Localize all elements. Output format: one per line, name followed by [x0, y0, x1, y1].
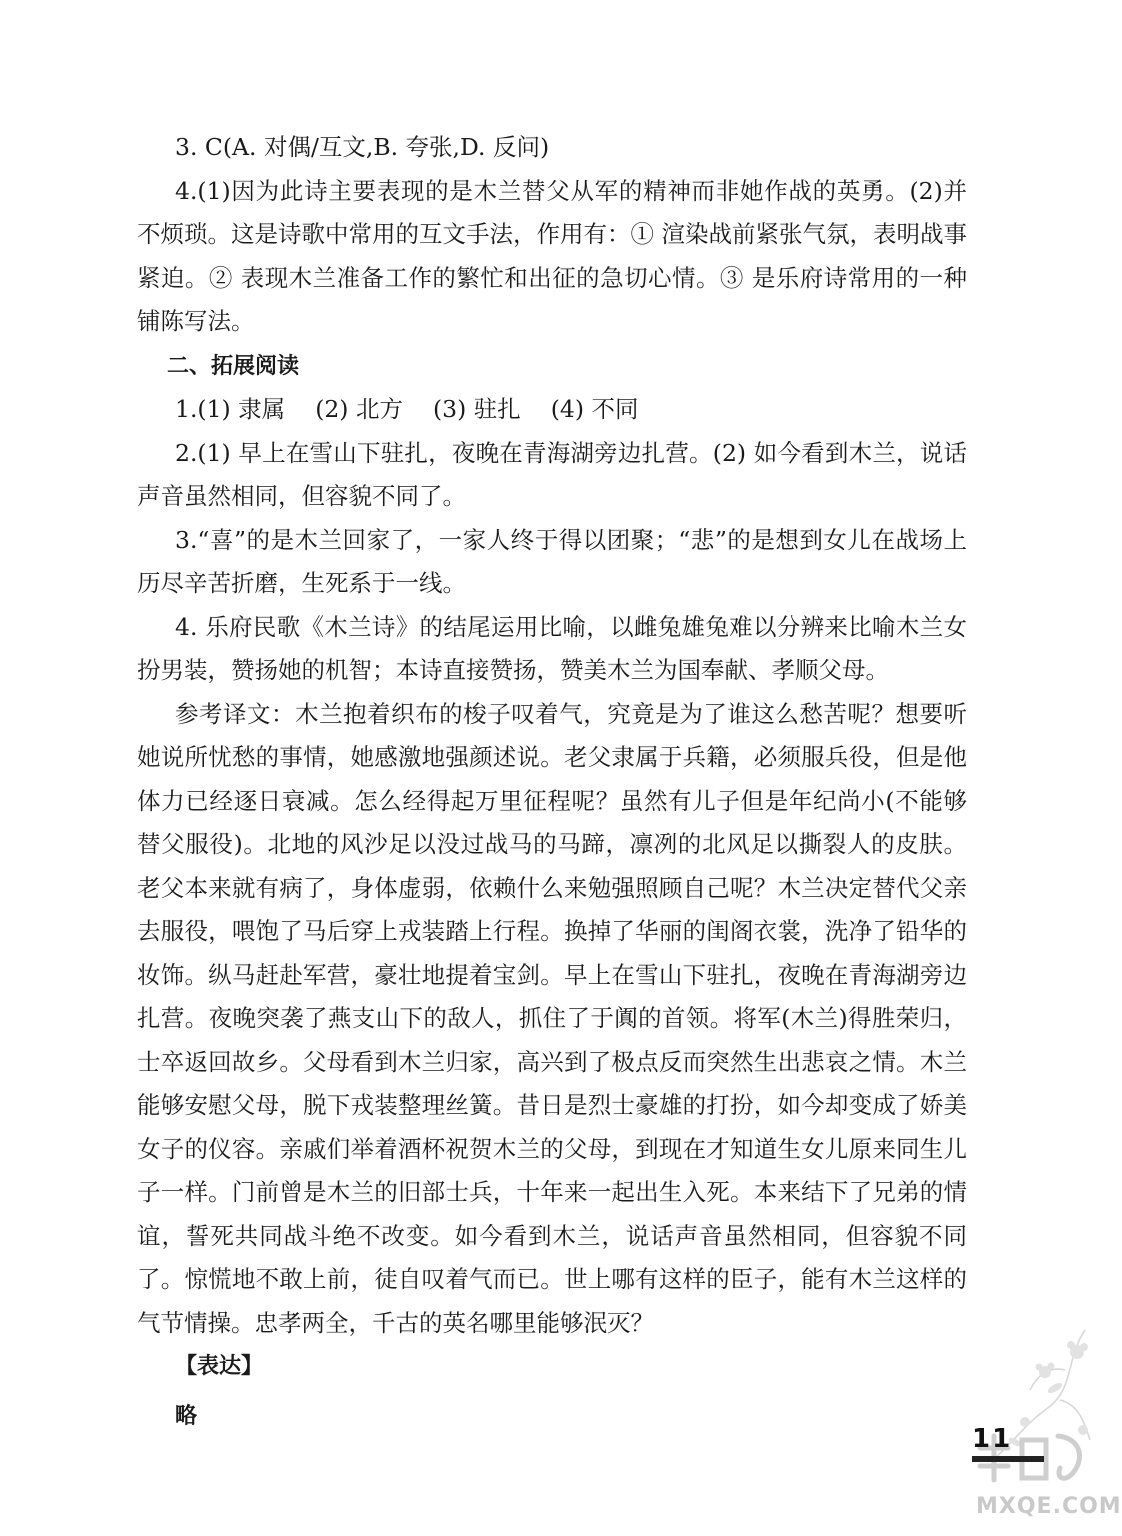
- express-answer: 略: [175, 1403, 198, 1429]
- extended-answer-1: [137, 388, 967, 432]
- item1-prefix: 1.: [175, 395, 198, 423]
- extended-answer-2: 2.(1) 早上在雪山下驻扎，夜晚在青海湖旁边扎营。(2) 如今看到木兰，说话声音虽然相同，但容貌不同了。: [137, 438, 967, 510]
- express-heading: 【表达】: [175, 1354, 264, 1379]
- answer-4: 4.(1)因为此诗主要表现的是木兰替父从军的精神而非她作战的英勇。(2)并不烦琐。这是诗歌中常用的互文手法，作用有：① 渲染战前紧张气氛，表明战事紧迫。② 表现木兰准备工作的繁忙和出征的急切心情。③ 是乐府诗常用的一种铺陈写法。: [137, 176, 967, 335]
- item1-part-3: (3) 驻扎: [432, 395, 521, 423]
- item1-part-4: (4) 不同: [550, 395, 639, 423]
- page-number: 11: [972, 1424, 1013, 1454]
- watermark-text: MXQE.COM: [976, 1494, 1122, 1519]
- item1-part-1: (1) 隶属: [197, 395, 286, 423]
- answer-3: 3. C(A. 对偶/互文,B. 夸张,D. 反问): [175, 133, 550, 161]
- page-number-bar: [972, 1456, 1044, 1462]
- item1-part-2: (2) 北方: [315, 395, 403, 423]
- section-title-extended-reading: 二、拓展阅读: [167, 353, 300, 379]
- answer-content: [137, 126, 967, 1438]
- reference-translation: 参考译文：木兰抱着织布的梭子叹着气，究竟是为了谁这么愁苦呢？想要听她说所忧愁的事情，她感激地强颜述说。老父隶属于兵籍，必须服兵役，但是他体力已经逐日衰减。怎么经得起万里征程呢？虽然有儿子但是年纪尚小(不能够替父服役)。北地的风沙足以没过战马的马蹄，凛冽的北风足以撕裂人的皮肤。老父本来就有病了，身体虚弱，依赖什么来勉强照顾自己呢？木兰决定替代父亲去服役，喂饱了马后穿上戎装踏上行程。换掉了华丽的闺阁衣裳，洗净了铅华的妆饰。纵马赶赴军营，豪壮地提着宝剑。早上在雪山下驻扎，夜晚在青海湖旁边扎营。夜晚突袭了燕支山下的敌人，抓住了于阗的首领。将军(木兰)得胜荣归，士卒返回故乡。父母看到木兰归家，高兴到了极点反而突然生出悲哀之情。木兰能够安慰父母，脱下戎装整理丝簧。昔日是烈士豪雄的打扮，如今却变成了娇美女子的仪容。亲戚们举着酒杯祝贺木兰的父母，到现在才知道生女儿原来同生儿子一样。门前曾是木兰的旧部士兵，十年来一起出生入死。本来结下了兄弟的情谊，誓死共同战斗绝不改变。如今看到木兰，说话声音虽然相同，但容貌不同了。惊慌地不敢上前，徒自叹着气而已。世上哪有这样的臣子，能有木兰这样的气节情操。忠孝两全，千古的英名哪里能够泯灭？: [137, 699, 967, 1337]
- extended-answer-4: 4. 乐府民歌《木兰诗》的结尾运用比喻，以雌兔雄兔难以分辨来比喻木兰女扮男装，赞扬她的机智；本诗直接赞扬，赞美木兰为国奉献、孝顺父母。: [137, 612, 967, 684]
- extended-answer-3: 3.“喜”的是木兰回家了，一家人终于得以团聚；“悲”的是想到女儿在战场上历尽辛苦折磨，生死系于一线。: [137, 525, 967, 597]
